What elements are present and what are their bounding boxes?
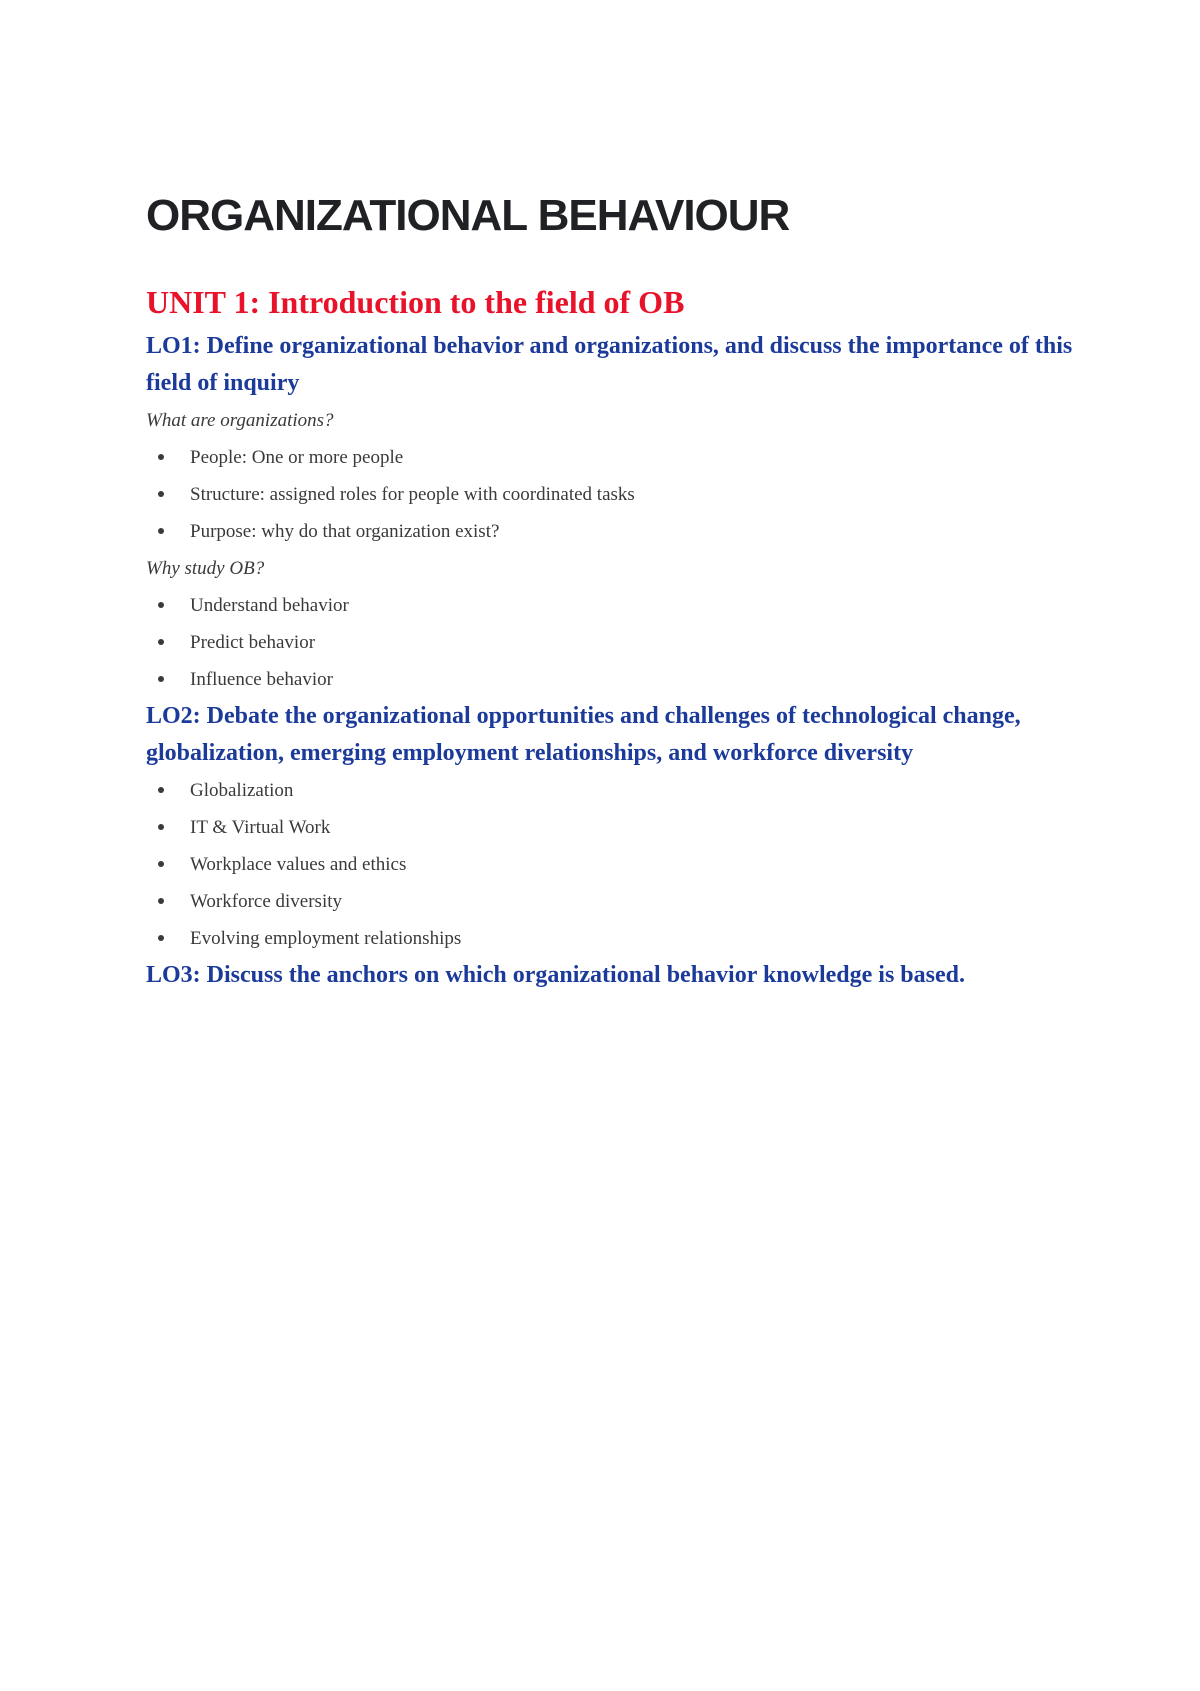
list-item (146, 624, 1106, 661)
list-item (146, 772, 1106, 809)
bullet-icon (158, 491, 164, 497)
unit-heading: UNIT 1: Introduction to the field of OB (146, 284, 685, 320)
bullet-icon (158, 676, 164, 682)
bullet-icon (158, 787, 164, 793)
list-item-text: Predict behavior (190, 632, 316, 653)
list-item (146, 809, 1106, 846)
bullet-icon (158, 935, 164, 941)
list-item (146, 439, 1106, 476)
bullet-icon (158, 861, 164, 867)
list-item (146, 476, 1106, 513)
bullet-icon (158, 602, 164, 608)
list-item (146, 587, 1106, 624)
list-item-text: Understand behavior (190, 595, 349, 616)
list-item-text: Structure: assigned roles for people with coordinated tasks (190, 484, 635, 505)
list-item-text: Influence behavior (190, 669, 333, 690)
list-item-text: IT & Virtual Work (190, 817, 331, 838)
list-item (146, 513, 1106, 550)
list-item-text: Purpose: why do that organization exist? (190, 521, 500, 542)
lo2-heading: LO2: Debate the organizational opportunities and challenges of technological change, globalization, emerging employment relationships, and workforce diversity (146, 703, 1021, 766)
list-item-text: Evolving employment relationships (190, 928, 462, 949)
document-title: ORGANIZATIONAL BEHAVIOUR (146, 191, 790, 240)
lo3-heading: LO3: Discuss the anchors on which organizational behavior knowledge is based. (146, 962, 965, 988)
document-content (146, 190, 1106, 994)
list-item-text: Workplace values and ethics (190, 854, 407, 875)
bullet-icon (158, 824, 164, 830)
lo1-question-organizations: What are organizations? (146, 410, 334, 431)
bullet-icon (158, 898, 164, 904)
bullet-icon (158, 528, 164, 534)
lo1-heading: LO1: Define organizational behavior and organizations, and discuss the importance of this field of inquiry (146, 333, 1073, 396)
list-item (146, 920, 1106, 957)
list-item-text: People: One or more people (190, 447, 404, 468)
list-item (146, 846, 1106, 883)
lo1-list-why-study (146, 587, 1106, 698)
lo1-question-why-study: Why study OB? (146, 558, 265, 579)
lo1-list-organizations (146, 439, 1106, 550)
lo2-list (146, 772, 1106, 957)
list-item-text: Workforce diversity (190, 891, 342, 912)
bullet-icon (158, 639, 164, 645)
list-item (146, 883, 1106, 920)
list-item-text: Globalization (190, 780, 294, 801)
list-item (146, 661, 1106, 698)
bullet-icon (158, 454, 164, 460)
